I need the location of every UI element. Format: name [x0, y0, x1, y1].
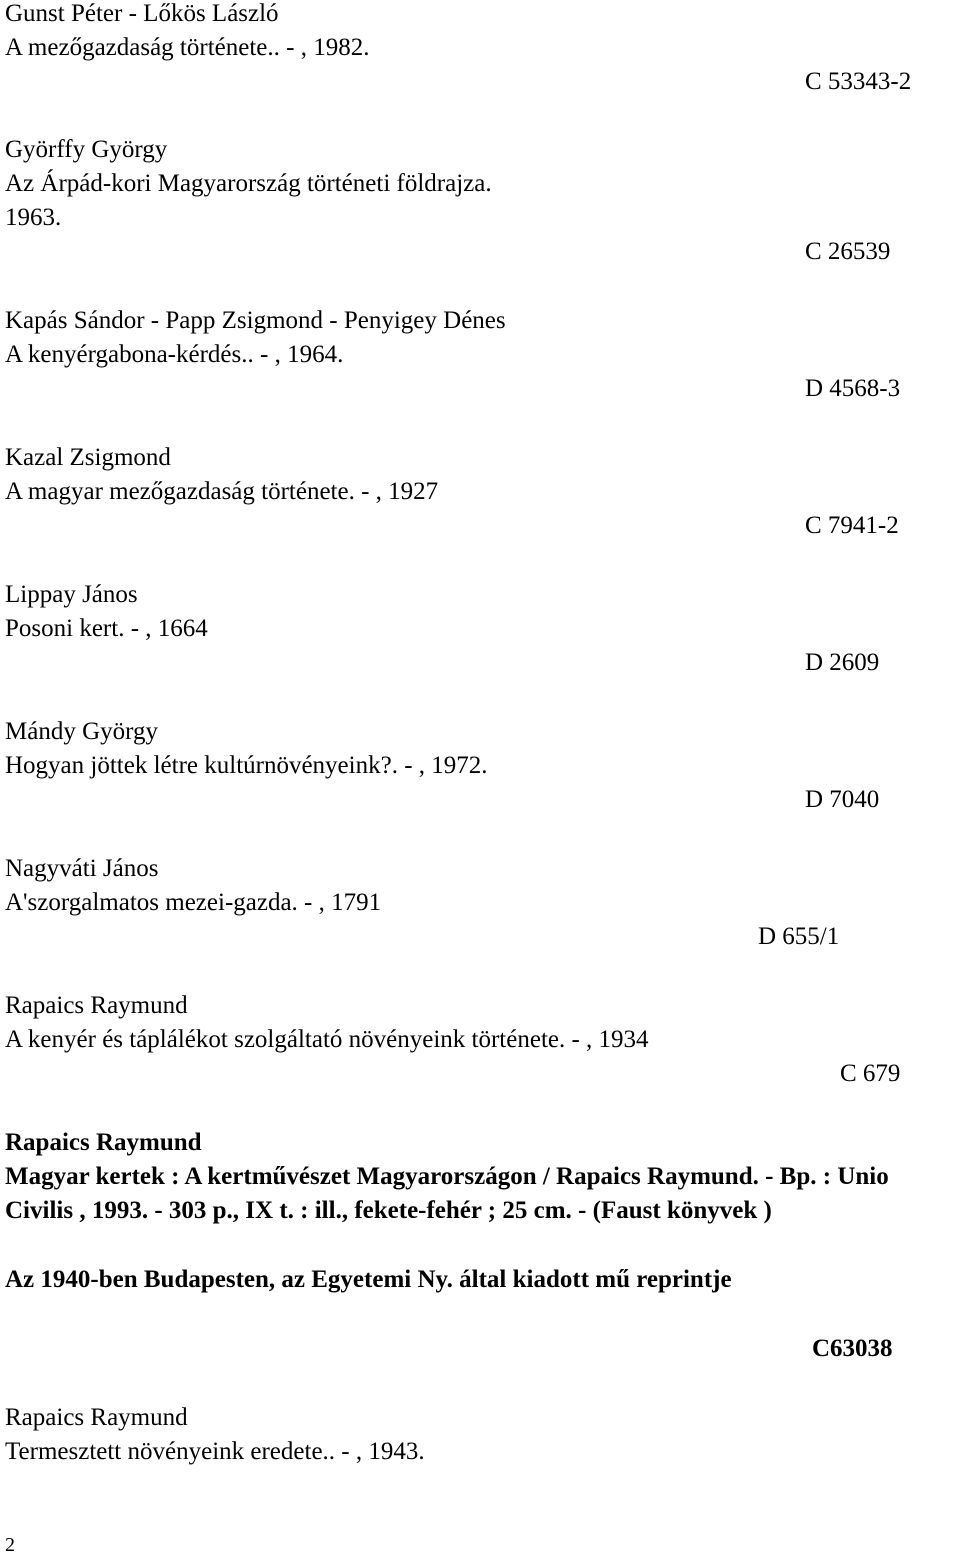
entry-author: Kazal Zsigmond: [5, 444, 171, 471]
entry-title-continued: 1963.: [5, 204, 62, 231]
page-number: 2: [5, 1534, 15, 1556]
entry-author: Rapaics Raymund: [5, 992, 188, 1019]
entry-title: A'szorgalmatos mezei-gazda. - , 1791: [5, 889, 382, 916]
entry-title: Hogyan jöttek létre kultúrnövényeink?. - , 1972.: [5, 752, 488, 779]
call-number: C 53343-2: [805, 68, 912, 95]
call-number: C 26539: [805, 238, 891, 265]
entry-title: Az Árpád-kori Magyarország történeti földrajza.: [5, 170, 492, 197]
entry-title: A kenyér és táplálékot szolgáltató növényeink története. - , 1934: [5, 1026, 649, 1053]
call-number: D 655/1: [758, 923, 840, 950]
entry-author: Mándy György: [5, 718, 159, 745]
entry-author: Nagyváti János: [5, 855, 159, 882]
entry-note: Az 1940-ben Budapesten, az Egyetemi Ny. által kiadott mű reprintje: [5, 1266, 732, 1293]
entry-title: Termesztett növényeink eredete.. - , 1943.: [5, 1438, 425, 1465]
call-number: D 2609: [805, 649, 880, 676]
call-number: C63038: [812, 1335, 893, 1362]
call-number: C 7941-2: [805, 512, 899, 539]
entry-author: Rapaics Raymund: [5, 1404, 188, 1431]
entry-author: Rapaics Raymund: [5, 1129, 202, 1156]
call-number: C 679: [840, 1060, 901, 1087]
entry-title: A mezőgazdaság története.. - , 1982.: [5, 34, 370, 61]
entry-title: Posoni kert. - , 1664: [5, 615, 208, 642]
entry-author: Kapás Sándor - Papp Zsigmond - Penyigey Dénes: [5, 307, 506, 334]
entry-title: A magyar mezőgazdaság története. - , 1927: [5, 478, 439, 505]
call-number: D 7040: [805, 786, 880, 813]
call-number: D 4568-3: [805, 375, 901, 402]
entry-author: Györffy György: [5, 136, 168, 163]
entry-author: Gunst Péter - Lőkös László: [5, 0, 279, 27]
entry-author: Lippay János: [5, 581, 138, 608]
entry-title: A kenyérgabona-kérdés.. - , 1964.: [5, 341, 344, 368]
entry-description: Magyar kertek : A kertművészet Magyarországon / Rapaics Raymund. - Bp. : Unio Civilis , 1993. - 303 p., IX t. : ill., fekete-fehér ; 25 cm. - (Faust könyvek ): [5, 1163, 889, 1224]
